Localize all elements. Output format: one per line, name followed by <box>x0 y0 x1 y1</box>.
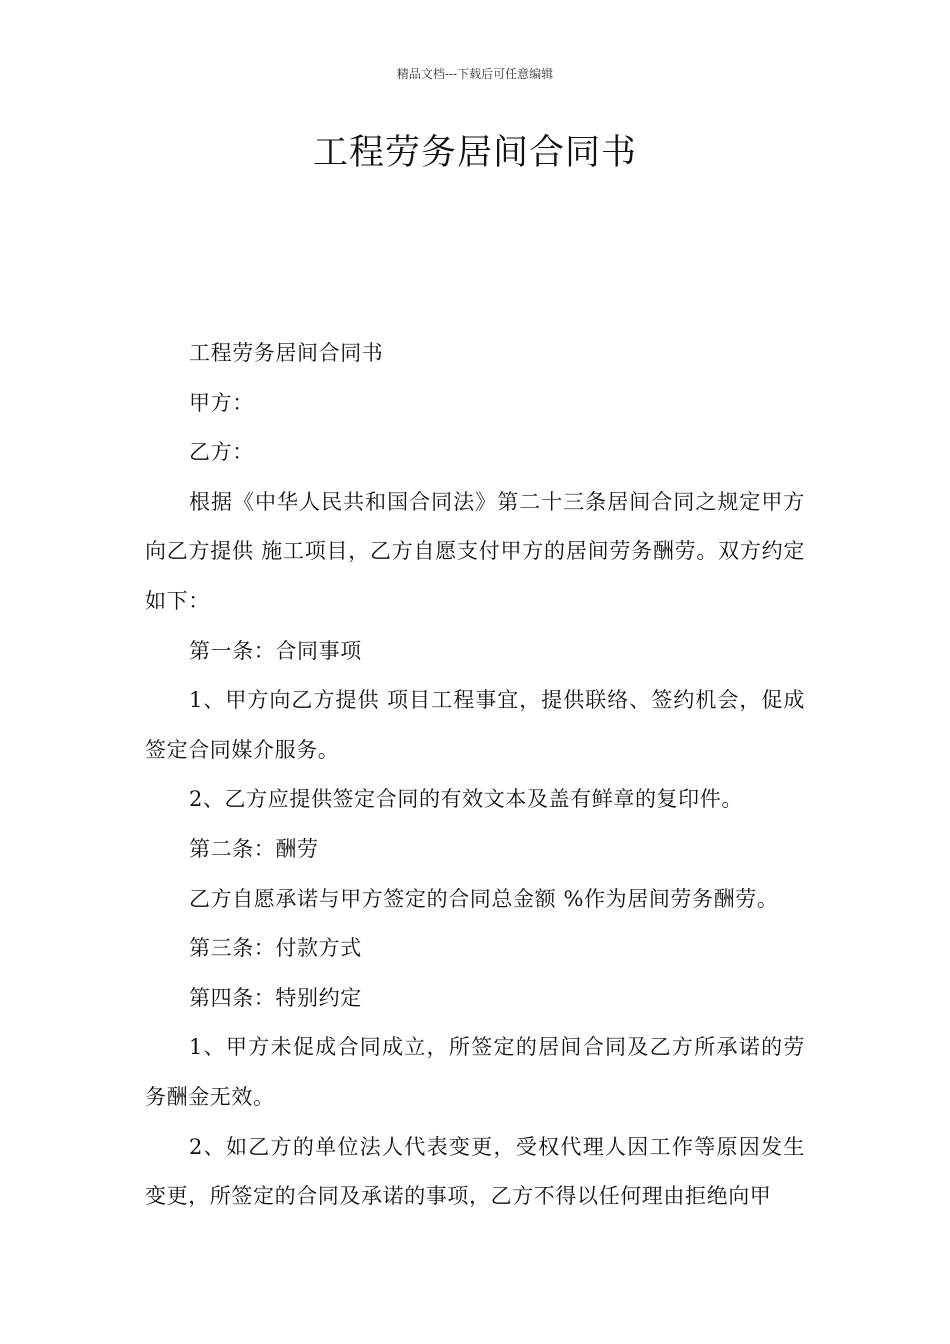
page-header-note: 精品文档---下载后可任意编辑 <box>396 67 554 81</box>
article-4-heading: 第四条：特别约定 <box>189 985 362 1010</box>
article-4-item-1: 1、甲方未促成合同成立，所签定的居间合同及乙方所承诺的劳务酬金无效。 <box>145 1035 805 1109</box>
paragraph-preamble: 根据《中华人民共和国合同法》第二十三条居间合同之规定甲方向乙方提供 施工项目，乙方自愿支付甲方的居间劳务酬劳。双方约定如下： <box>145 489 805 613</box>
article-1-item-1: 1、甲方向乙方提供 项目工程事宜，提供联络、签约机会，促成签定合同媒介服务。 <box>145 688 805 762</box>
document-body <box>145 329 805 1222</box>
article-1-item-2: 2、乙方应提供签定合同的有效文本及盖有鲜章的复印件。 <box>189 787 743 812</box>
document-title: 工程劳务居间合同书 <box>312 133 637 173</box>
article-2-text: 乙方自愿承诺与甲方签定的合同总金额 %作为居间劳务酬劳。 <box>189 886 779 911</box>
paragraph-party-a: 甲方： <box>189 390 254 415</box>
paragraph-party-b: 乙方： <box>189 440 254 465</box>
paragraph-heading: 工程劳务居间合同书 <box>189 341 384 365</box>
article-1-heading: 第一条：合同事项 <box>189 638 362 663</box>
article-2-heading: 第二条：酬劳 <box>189 836 319 861</box>
article-4-item-2: 2、如乙方的单位法人代表变更，受权代理人因工作等原因发生变更，所签定的合同及承诺的事项，乙方不得以任何理由拒绝向甲 <box>145 1134 805 1209</box>
article-3-heading: 第三条：付款方式 <box>189 936 362 961</box>
